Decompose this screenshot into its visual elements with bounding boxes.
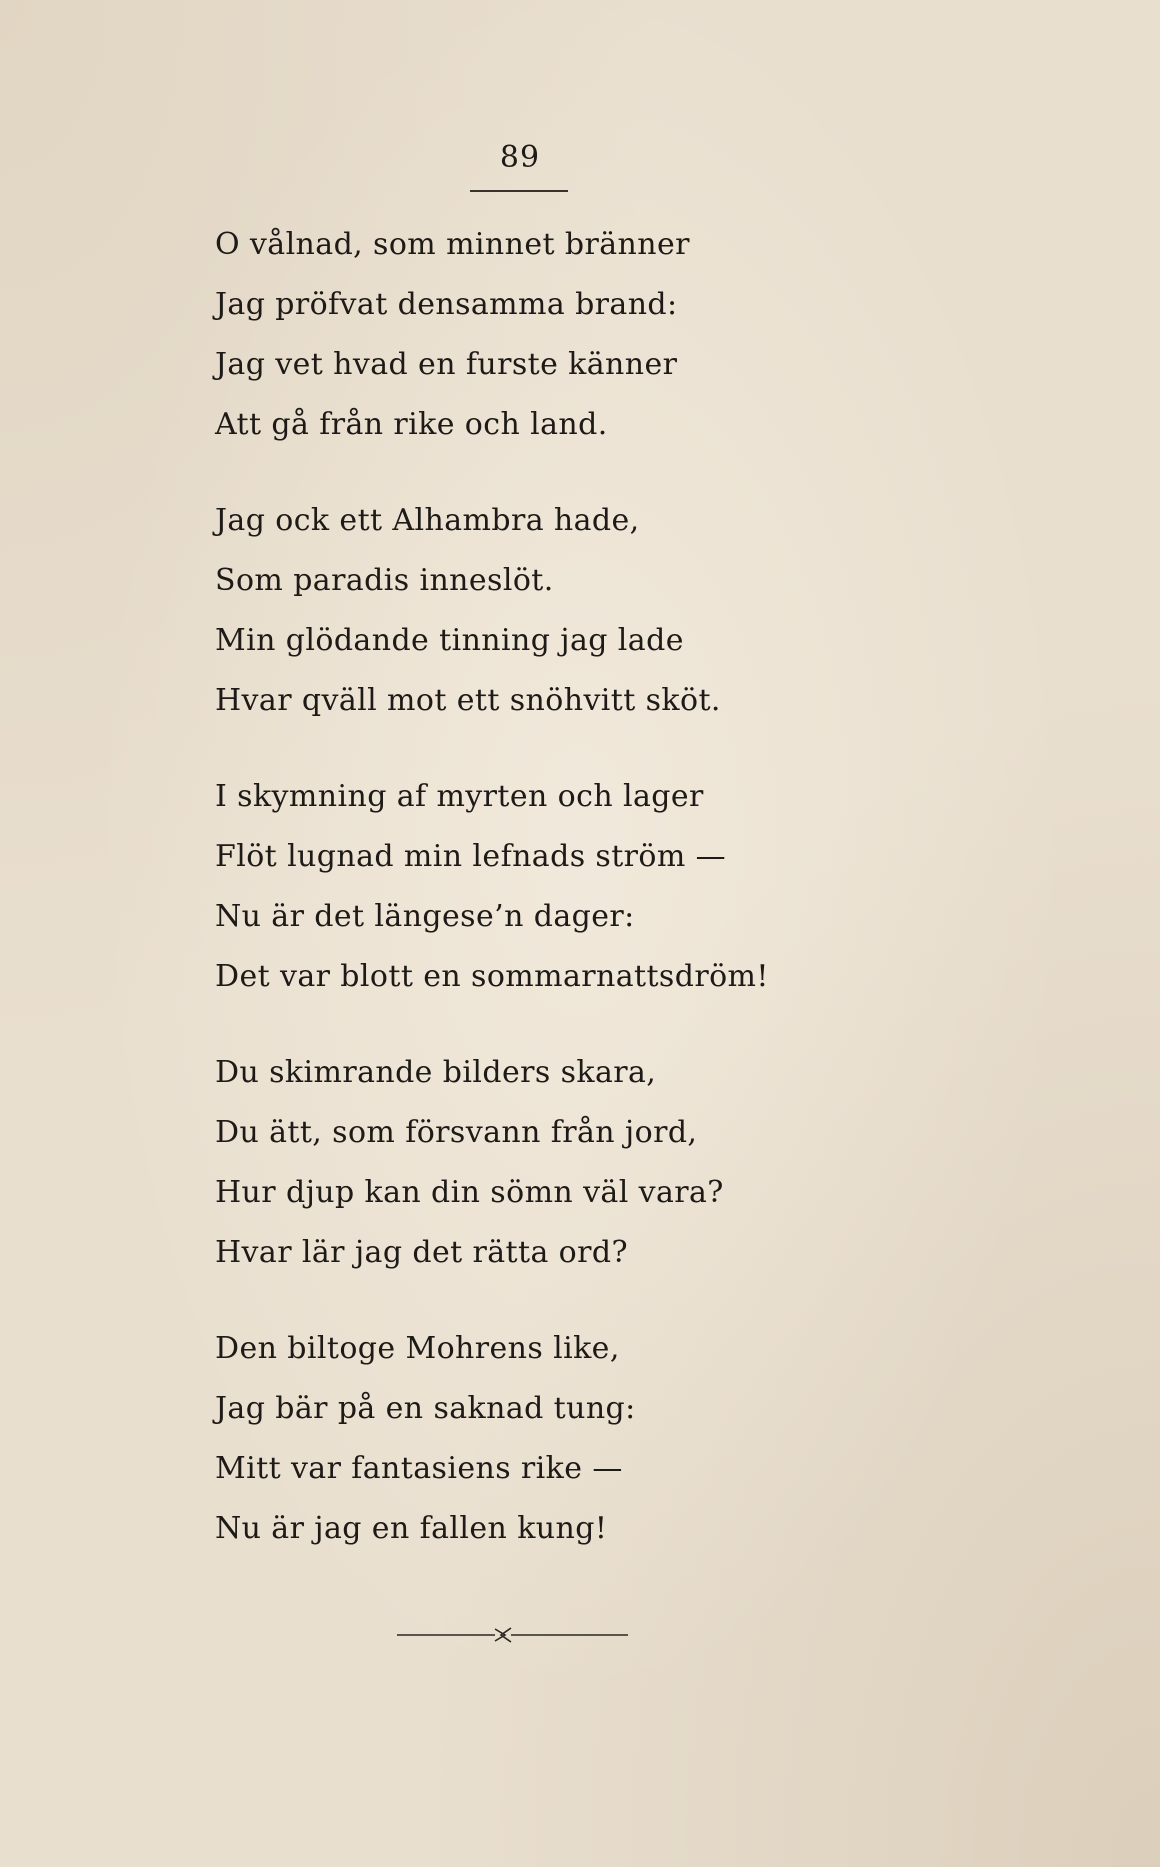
poem-line: Hvar qväll mot ett snöhvitt sköt. [215, 683, 721, 718]
page-number: 89 [499, 140, 541, 175]
tailpiece-ornament-icon [395, 1620, 630, 1650]
poem-line: Att gå från rike och land. [215, 407, 608, 442]
poem-line: Jag pröfvat densamma brand: [215, 287, 678, 322]
poem-line: Jag bär på en saknad tung: [215, 1391, 636, 1426]
poem-line: Hur djup kan din sömn väl vara? [215, 1175, 724, 1210]
poem-line: Jag ock ett Alhambra hade, [215, 503, 640, 538]
poem-line: Som paradis inneslöt. [215, 563, 554, 598]
poem-line: O vålnad, som minnet bränner [215, 227, 690, 262]
stanza-3 [215, 767, 855, 1007]
poem-line: Min glödande tinning jag lade [215, 623, 684, 658]
stanza-2 [215, 491, 855, 731]
stanza-4 [215, 1043, 855, 1283]
poem-line: Du skimrande bilders skara, [215, 1055, 657, 1090]
poem-line: Den biltoge Mohrens like, [215, 1331, 620, 1366]
poem-line: Det var blott en sommarnattsdröm! [215, 959, 769, 994]
poem-line: Nu är det längese’n dager: [215, 899, 635, 934]
poem-line: Mitt var fantasiens rike — [215, 1451, 623, 1486]
poem-line: I skymning af myrten och lager [215, 779, 704, 814]
poem-line: Nu är jag en fallen kung! [215, 1511, 608, 1546]
header-rule [470, 190, 568, 192]
poem-line: Hvar lär jag det rätta ord? [215, 1235, 628, 1270]
poem [215, 215, 855, 1595]
stanza-1 [215, 215, 855, 455]
stanza-5 [215, 1319, 855, 1559]
poem-line: Flöt lugnad min lefnads ström — [215, 839, 727, 874]
poem-line: Du ätt, som försvann från jord, [215, 1115, 698, 1150]
poem-line: Jag vet hvad en furste känner [215, 347, 678, 382]
